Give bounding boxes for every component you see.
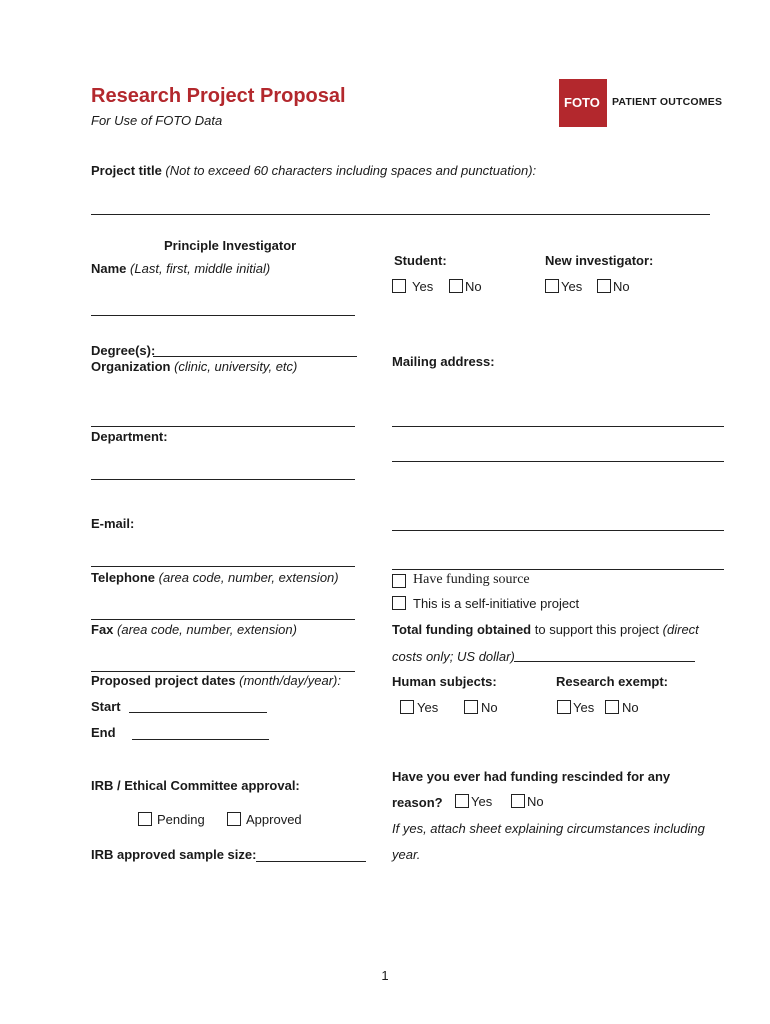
student-yes-label: Yes — [412, 279, 434, 294]
rescinded-yes-label: Yes — [471, 794, 493, 809]
irb-sample-size-field[interactable] — [256, 861, 366, 862]
organization-label: Organization — [91, 359, 171, 374]
irb-approval-label: IRB / Ethical Committee approval: — [91, 778, 300, 793]
email-field[interactable] — [91, 566, 355, 567]
project-title-label: Project title — [91, 163, 162, 178]
student-label: Student: — [394, 253, 447, 268]
telephone-label: Telephone — [91, 570, 156, 585]
new-investigator-yes-label: Yes — [561, 279, 583, 294]
department-field[interactable] — [91, 479, 355, 480]
rescinded-yes-checkbox[interactable] — [455, 794, 469, 808]
name-label: Name — [91, 261, 127, 276]
self-initiative-label: This is a self-initiative project — [413, 596, 580, 611]
name-label-row — [91, 261, 270, 277]
mailing-address-line-1[interactable] — [392, 426, 724, 427]
pi-heading: Principle Investigator — [164, 238, 297, 253]
human-subjects-yes-checkbox[interactable] — [400, 700, 414, 714]
page-title: Research Project Proposal — [91, 85, 346, 107]
department-label: Department: — [91, 429, 168, 444]
fax-field[interactable] — [91, 671, 355, 672]
research-exempt-yes-checkbox[interactable] — [557, 700, 571, 714]
new-investigator-no-checkbox[interactable] — [597, 279, 611, 293]
fax-hint: (area code, number, extension) — [117, 622, 297, 637]
organization-label-row — [91, 359, 297, 375]
research-exempt-label: Research exempt: — [556, 674, 668, 689]
irb-approved-label: Approved — [246, 812, 302, 827]
foto-logo-mark: FOTO — [564, 95, 600, 110]
research-exempt-no-checkbox[interactable] — [605, 700, 619, 714]
research-exempt-no-label: No — [622, 700, 639, 715]
project-title-hint: (Not to exceed 60 characters including spaces and punctuation): — [165, 163, 537, 178]
rescinded-note-2: year. — [392, 847, 421, 862]
mailing-address-line-4[interactable] — [392, 569, 724, 570]
rescinded-question-2: reason? — [392, 795, 443, 810]
fax-label: Fax — [91, 622, 114, 637]
irb-sample-size-label: IRB approved sample size: — [91, 847, 257, 862]
total-funding-hint-1: (direct — [662, 622, 699, 637]
total-funding-field[interactable] — [514, 661, 695, 662]
dates-label: Proposed project dates — [91, 673, 236, 688]
new-investigator-yes-checkbox[interactable] — [545, 279, 559, 293]
rescinded-question-1: Have you ever had funding rescinded for any — [392, 769, 671, 784]
foto-logo-tagline: PATIENT OUTCOMES — [612, 96, 723, 108]
email-label: E-mail: — [91, 516, 135, 531]
human-subjects-yes-label: Yes — [417, 700, 439, 715]
fax-label-row — [91, 622, 297, 638]
rescinded-no-label: No — [527, 794, 544, 809]
new-investigator-label: New investigator: — [545, 253, 654, 268]
total-funding-label: Total funding obtained — [392, 622, 532, 637]
degree-field[interactable] — [153, 356, 357, 357]
new-investigator-no-label: No — [613, 279, 630, 294]
research-exempt-yes-label: Yes — [573, 700, 595, 715]
student-no-checkbox[interactable] — [449, 279, 463, 293]
irb-pending-checkbox[interactable] — [138, 812, 152, 826]
project-title-field[interactable] — [91, 214, 710, 215]
degree-label: Degree(s): — [91, 343, 156, 358]
start-date-field[interactable] — [129, 712, 267, 713]
dates-hint: (month/day/year): — [239, 673, 341, 688]
mailing-address-line-3[interactable] — [392, 530, 724, 531]
project-title-label-row — [91, 163, 536, 179]
total-funding-hint-2: costs only; US dollar) — [392, 649, 515, 664]
irb-approved-checkbox[interactable] — [227, 812, 241, 826]
human-subjects-no-checkbox[interactable] — [464, 700, 478, 714]
page-subtitle: For Use of FOTO Data — [91, 113, 223, 128]
name-field[interactable] — [91, 315, 355, 316]
have-funding-checkbox[interactable] — [392, 574, 406, 588]
telephone-field[interactable] — [91, 619, 355, 620]
total-funding-text: to support this project — [534, 622, 660, 637]
irb-pending-label: Pending — [157, 812, 205, 827]
human-subjects-no-label: No — [481, 700, 498, 715]
human-subjects-label: Human subjects: — [392, 674, 497, 689]
mailing-address-label: Mailing address: — [392, 354, 495, 369]
telephone-hint: (area code, number, extension) — [158, 570, 339, 585]
student-yes-checkbox[interactable] — [392, 279, 406, 293]
rescinded-note-1: If yes, attach sheet explaining circumstances including — [392, 821, 705, 836]
start-label: Start — [91, 699, 121, 714]
self-initiative-checkbox[interactable] — [392, 596, 406, 610]
organization-hint: (clinic, university, etc) — [174, 359, 298, 374]
end-label: End — [91, 725, 116, 740]
mailing-address-line-2[interactable] — [392, 461, 724, 462]
telephone-label-row — [91, 570, 339, 586]
name-hint: (Last, first, middle initial) — [130, 261, 271, 276]
rescinded-no-checkbox[interactable] — [511, 794, 525, 808]
end-date-field[interactable] — [132, 739, 269, 740]
total-funding-row — [392, 622, 699, 638]
page-number: 1 — [381, 968, 389, 983]
dates-label-row — [91, 673, 341, 689]
student-no-label: No — [465, 279, 482, 294]
organization-field[interactable] — [91, 426, 355, 427]
have-funding-label: Have funding source — [413, 572, 530, 587]
